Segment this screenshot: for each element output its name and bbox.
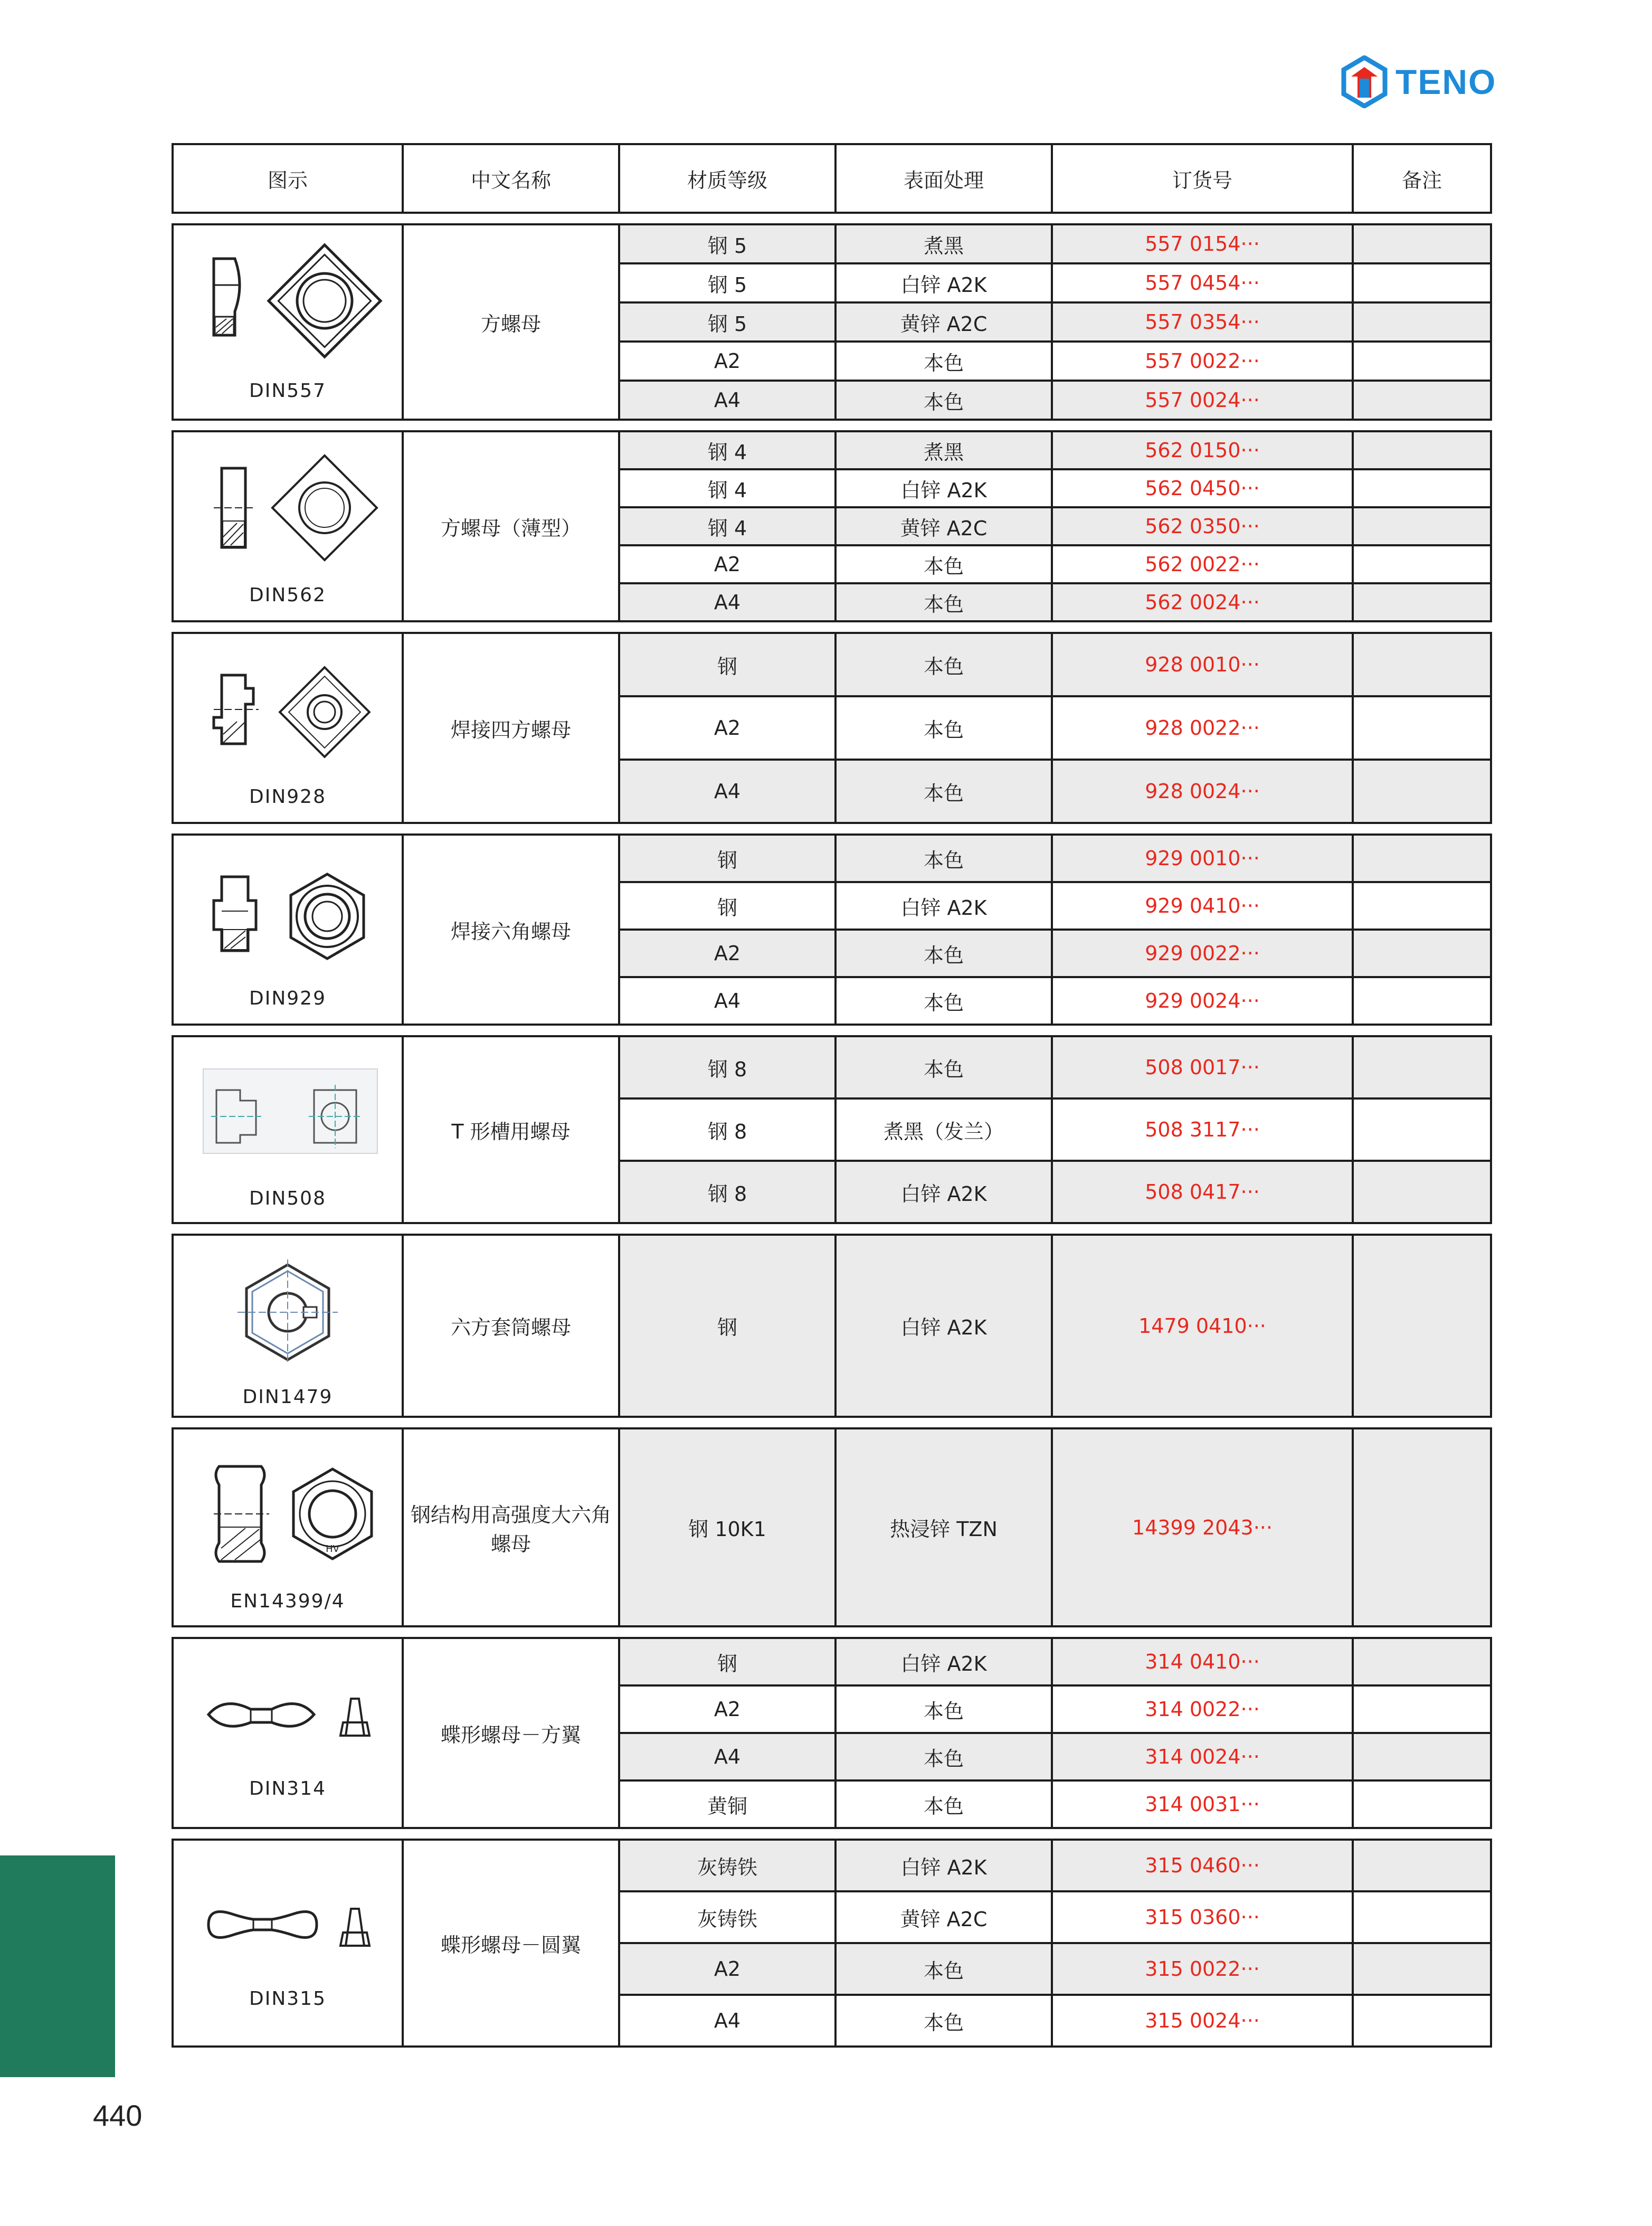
product-name: 方螺母	[403, 224, 619, 420]
material-grade-cell: A4	[619, 381, 836, 420]
material-grade-cell: 钢 4	[619, 469, 836, 507]
header-surface-treatment: 表面处理	[836, 144, 1052, 213]
surface-treatment-cell: 本色	[836, 342, 1052, 381]
remarks-cell	[1353, 930, 1491, 977]
separator-cell	[173, 823, 1491, 835]
separator-cell	[173, 1828, 1491, 1840]
surface-treatment-cell: 本色	[836, 977, 1052, 1025]
material-grade-cell: A4	[619, 1733, 836, 1780]
figure-wrap	[174, 1877, 402, 2010]
header-chinese-name: 中文名称	[403, 144, 619, 213]
remarks-cell	[1353, 882, 1491, 930]
order-number-cell[interactable]: 315 0024···	[1052, 1995, 1353, 2047]
material-grade-cell: 钢 8	[619, 1036, 836, 1098]
t-slot-nut-drawing-icon	[182, 1050, 393, 1182]
square-weld-nut-drawing-icon	[182, 649, 393, 781]
material-grade-cell: 钢 8	[619, 1161, 836, 1223]
order-number-cell[interactable]: 562 0150···	[1052, 431, 1353, 469]
product-name: T 形槽用螺母	[403, 1036, 619, 1223]
surface-treatment-cell: 白锌 A2K	[836, 1161, 1052, 1223]
remarks-cell	[1353, 507, 1491, 545]
surface-treatment-cell: 本色	[836, 1943, 1052, 1995]
table-row	[173, 1036, 1491, 1098]
order-number-cell[interactable]: 315 0460···	[1052, 1840, 1353, 1891]
surface-treatment-cell: 本色	[836, 1685, 1052, 1733]
separator-cell	[173, 1417, 1491, 1428]
standard-label: EN14399/4	[230, 1590, 345, 1612]
surface-treatment-cell: 本色	[836, 1780, 1052, 1828]
material-grade-cell: 钢 5	[619, 302, 836, 342]
group-separator	[173, 1417, 1491, 1428]
surface-treatment-cell: 黄锌 A2C	[836, 1891, 1052, 1943]
product-name: 六方套筒螺母	[403, 1235, 619, 1417]
figure-wrap	[174, 447, 402, 606]
standard-label: DIN508	[249, 1187, 326, 1209]
group-separator	[173, 420, 1491, 431]
surface-treatment-cell: 本色	[836, 545, 1052, 583]
surface-treatment-cell: 白锌 A2K	[836, 263, 1052, 302]
separator-cell	[173, 1025, 1491, 1036]
figure-cell	[173, 835, 403, 1025]
surface-treatment-cell: 白锌 A2K	[836, 882, 1052, 930]
brand-logo	[1341, 53, 1496, 111]
brand-name: TENO	[1395, 62, 1497, 101]
table-row	[173, 1428, 1491, 1626]
product-name: 蝶形螺母－圆翼	[403, 1840, 619, 2047]
standard-label: DIN928	[249, 785, 326, 808]
surface-treatment-cell: 本色	[836, 633, 1052, 696]
order-number-cell[interactable]: 1479 0410···	[1052, 1235, 1353, 1417]
surface-treatment-cell: 本色	[836, 696, 1052, 760]
remarks-cell	[1353, 835, 1491, 882]
remarks-cell	[1353, 342, 1491, 381]
remarks-cell	[1353, 696, 1491, 760]
order-number-cell[interactable]: 557 0024···	[1052, 381, 1353, 420]
order-number-cell[interactable]: 557 0022···	[1052, 342, 1353, 381]
separator-cell	[173, 420, 1491, 431]
wing-nut-square-drawing-icon	[182, 1667, 393, 1773]
order-number-cell[interactable]: 928 0010···	[1052, 633, 1353, 696]
material-grade-cell: 钢	[619, 835, 836, 882]
wing-nut-round-drawing-icon	[182, 1877, 393, 1983]
order-number-cell[interactable]: 929 0410···	[1052, 882, 1353, 930]
group-separator	[173, 213, 1491, 224]
order-number-cell[interactable]: 508 0017···	[1052, 1036, 1353, 1098]
standard-label: DIN562	[249, 584, 326, 606]
order-number-cell[interactable]: 508 3117···	[1052, 1098, 1353, 1161]
order-number-cell[interactable]: 928 0022···	[1052, 696, 1353, 760]
remarks-cell	[1353, 224, 1491, 263]
section-color-tab	[0, 1855, 115, 2077]
remarks-cell	[1353, 1098, 1491, 1161]
table-row	[173, 1235, 1491, 1417]
remarks-cell	[1353, 1428, 1491, 1626]
order-number-cell[interactable]: 929 0022···	[1052, 930, 1353, 977]
material-grade-cell: 黄铜	[619, 1780, 836, 1828]
remarks-cell	[1353, 1161, 1491, 1223]
standard-label: DIN557	[249, 380, 326, 402]
header-order-number: 订货号	[1052, 144, 1353, 213]
remarks-cell	[1353, 431, 1491, 469]
group-separator	[173, 1223, 1491, 1235]
material-grade-cell: 钢	[619, 1235, 836, 1417]
material-grade-cell: 灰铸铁	[619, 1891, 836, 1943]
material-grade-cell: 灰铸铁	[619, 1840, 836, 1891]
surface-treatment-cell: 白锌 A2K	[836, 1638, 1052, 1685]
remarks-cell	[1353, 633, 1491, 696]
order-number-cell[interactable]: 314 0022···	[1052, 1685, 1353, 1733]
surface-treatment-cell: 本色	[836, 1995, 1052, 2047]
material-grade-cell: 钢	[619, 633, 836, 696]
figure-cell	[173, 633, 403, 823]
remarks-cell	[1353, 760, 1491, 823]
table-row	[173, 431, 1491, 469]
remarks-cell	[1353, 1733, 1491, 1780]
remarks-cell	[1353, 1943, 1491, 1995]
remarks-cell	[1353, 1036, 1491, 1098]
remarks-cell	[1353, 545, 1491, 583]
remarks-cell	[1353, 1780, 1491, 1828]
remarks-cell	[1353, 469, 1491, 507]
standard-label: DIN315	[249, 1987, 326, 2010]
remarks-cell	[1353, 1995, 1491, 2047]
table-row	[173, 1638, 1491, 1685]
material-grade-cell: A2	[619, 545, 836, 583]
surface-treatment-cell: 本色	[836, 583, 1052, 621]
table-row	[173, 835, 1491, 882]
material-grade-cell: 钢	[619, 1638, 836, 1685]
separator-cell	[173, 1223, 1491, 1235]
group-separator	[173, 1626, 1491, 1638]
product-name: 蝶形螺母－方翼	[403, 1638, 619, 1828]
surface-treatment-cell: 本色	[836, 1036, 1052, 1098]
surface-treatment-cell: 本色	[836, 1733, 1052, 1780]
material-grade-cell: A2	[619, 696, 836, 760]
surface-treatment-cell: 白锌 A2K	[836, 1235, 1052, 1417]
separator-cell	[173, 1626, 1491, 1638]
group-separator	[173, 823, 1491, 835]
material-grade-cell: 钢 4	[619, 507, 836, 545]
material-grade-cell: A2	[619, 342, 836, 381]
figure-cell	[173, 431, 403, 621]
order-number-cell[interactable]: 929 0010···	[1052, 835, 1353, 882]
material-grade-cell: A4	[619, 583, 836, 621]
material-grade-cell: A4	[619, 1995, 836, 2047]
figure-cell	[173, 1235, 403, 1417]
surface-treatment-cell: 煮黑	[836, 224, 1052, 263]
order-number-cell[interactable]: 562 0022···	[1052, 545, 1353, 583]
table-row	[173, 1840, 1491, 1891]
material-grade-cell: 钢 8	[619, 1098, 836, 1161]
material-grade-cell: A4	[619, 760, 836, 823]
surface-treatment-cell: 黄锌 A2C	[836, 302, 1052, 342]
order-number-cell[interactable]: 929 0024···	[1052, 977, 1353, 1025]
surface-treatment-cell: 本色	[836, 381, 1052, 420]
figure-wrap	[174, 1050, 402, 1209]
order-number-cell[interactable]: 562 0450···	[1052, 469, 1353, 507]
order-number-cell[interactable]: 562 0024···	[1052, 583, 1353, 621]
material-grade-cell: A2	[619, 1943, 836, 1995]
standard-label: DIN929	[249, 987, 326, 1009]
figure-wrap	[174, 649, 402, 808]
order-number-cell[interactable]: 314 0024···	[1052, 1733, 1353, 1780]
product-name: 方螺母（薄型）	[403, 431, 619, 621]
order-number-cell[interactable]: 557 0354···	[1052, 302, 1353, 342]
separator-cell	[173, 621, 1491, 633]
surface-treatment-cell: 本色	[836, 760, 1052, 823]
surface-treatment-cell: 白锌 A2K	[836, 1840, 1052, 1891]
standard-label: DIN314	[249, 1777, 326, 1799]
material-grade-cell: A4	[619, 977, 836, 1025]
remarks-cell	[1353, 1235, 1491, 1417]
table-header-row	[173, 144, 1491, 213]
figure-cell	[173, 224, 403, 420]
material-grade-cell: A2	[619, 1685, 836, 1733]
remarks-cell	[1353, 263, 1491, 302]
material-grade-cell: 钢 5	[619, 224, 836, 263]
order-number-cell[interactable]: 14399 2043···	[1052, 1428, 1353, 1626]
group-separator	[173, 1828, 1491, 1840]
group-separator	[173, 1025, 1491, 1036]
material-grade-cell: 钢 10K1	[619, 1428, 836, 1626]
surface-treatment-cell: 本色	[836, 835, 1052, 882]
table-row	[173, 633, 1491, 696]
svg-text:HV: HV	[326, 1543, 339, 1555]
separator-cell	[173, 213, 1491, 224]
figure-wrap	[174, 1667, 402, 1799]
standard-label: DIN1479	[242, 1386, 333, 1408]
teno-logo-icon	[1341, 55, 1388, 108]
surface-treatment-cell: 黄锌 A2C	[836, 507, 1052, 545]
figure-wrap	[174, 850, 402, 1009]
surface-treatment-cell: 煮黑	[836, 431, 1052, 469]
material-grade-cell: 钢 5	[619, 263, 836, 302]
remarks-cell	[1353, 583, 1491, 621]
remarks-cell	[1353, 1840, 1491, 1891]
material-grade-cell: A2	[619, 930, 836, 977]
surface-treatment-cell: 本色	[836, 930, 1052, 977]
figure-cell	[173, 1036, 403, 1223]
product-name: 焊接六角螺母	[403, 835, 619, 1025]
order-number-cell[interactable]: 315 0022···	[1052, 1943, 1353, 1995]
order-number-cell[interactable]: 314 0410···	[1052, 1638, 1353, 1685]
order-number-cell[interactable]: 508 0417···	[1052, 1161, 1353, 1223]
hex-sleeve-nut-drawing-icon	[182, 1244, 393, 1381]
page-number: 440	[93, 2099, 143, 2132]
remarks-cell	[1353, 1891, 1491, 1943]
order-number-cell[interactable]: 557 0154···	[1052, 224, 1353, 263]
remarks-cell	[1353, 302, 1491, 342]
figure-wrap	[174, 1443, 402, 1612]
header-remarks: 备注	[1353, 144, 1491, 213]
surface-treatment-cell: 煮黑（发兰）	[836, 1098, 1052, 1161]
figure-wrap	[174, 243, 402, 402]
order-number-cell[interactable]: 557 0454···	[1052, 263, 1353, 302]
square-nut-drawing-icon	[182, 243, 393, 375]
figure-cell	[173, 1428, 403, 1626]
order-number-cell[interactable]: 314 0031···	[1052, 1780, 1353, 1828]
header-figure: 图示	[173, 144, 403, 213]
surface-treatment-cell: 白锌 A2K	[836, 469, 1052, 507]
surface-treatment-cell: 热浸锌 TZN	[836, 1428, 1052, 1626]
header-material-grade: 材质等级	[619, 144, 836, 213]
remarks-cell	[1353, 381, 1491, 420]
product-name: 钢结构用高强度大六角螺母	[403, 1428, 619, 1626]
thin-square-nut-drawing-icon	[182, 447, 393, 579]
figure-cell	[173, 1638, 403, 1828]
structural-hex-nut-drawing-icon	[182, 1443, 393, 1585]
hex-weld-nut-drawing-icon	[182, 850, 393, 982]
remarks-cell	[1353, 1638, 1491, 1685]
product-name: 焊接四方螺母	[403, 633, 619, 823]
remarks-cell	[1353, 977, 1491, 1025]
material-grade-cell: 钢 4	[619, 431, 836, 469]
order-number-cell[interactable]: 928 0024···	[1052, 760, 1353, 823]
product-table	[172, 143, 1492, 2048]
figure-cell	[173, 1840, 403, 2047]
figure-wrap	[174, 1244, 402, 1408]
remarks-cell	[1353, 1685, 1491, 1733]
table-row	[173, 224, 1491, 263]
group-separator	[173, 621, 1491, 633]
material-grade-cell: 钢	[619, 882, 836, 930]
order-number-cell[interactable]: 315 0360···	[1052, 1891, 1353, 1943]
order-number-cell[interactable]: 562 0350···	[1052, 507, 1353, 545]
